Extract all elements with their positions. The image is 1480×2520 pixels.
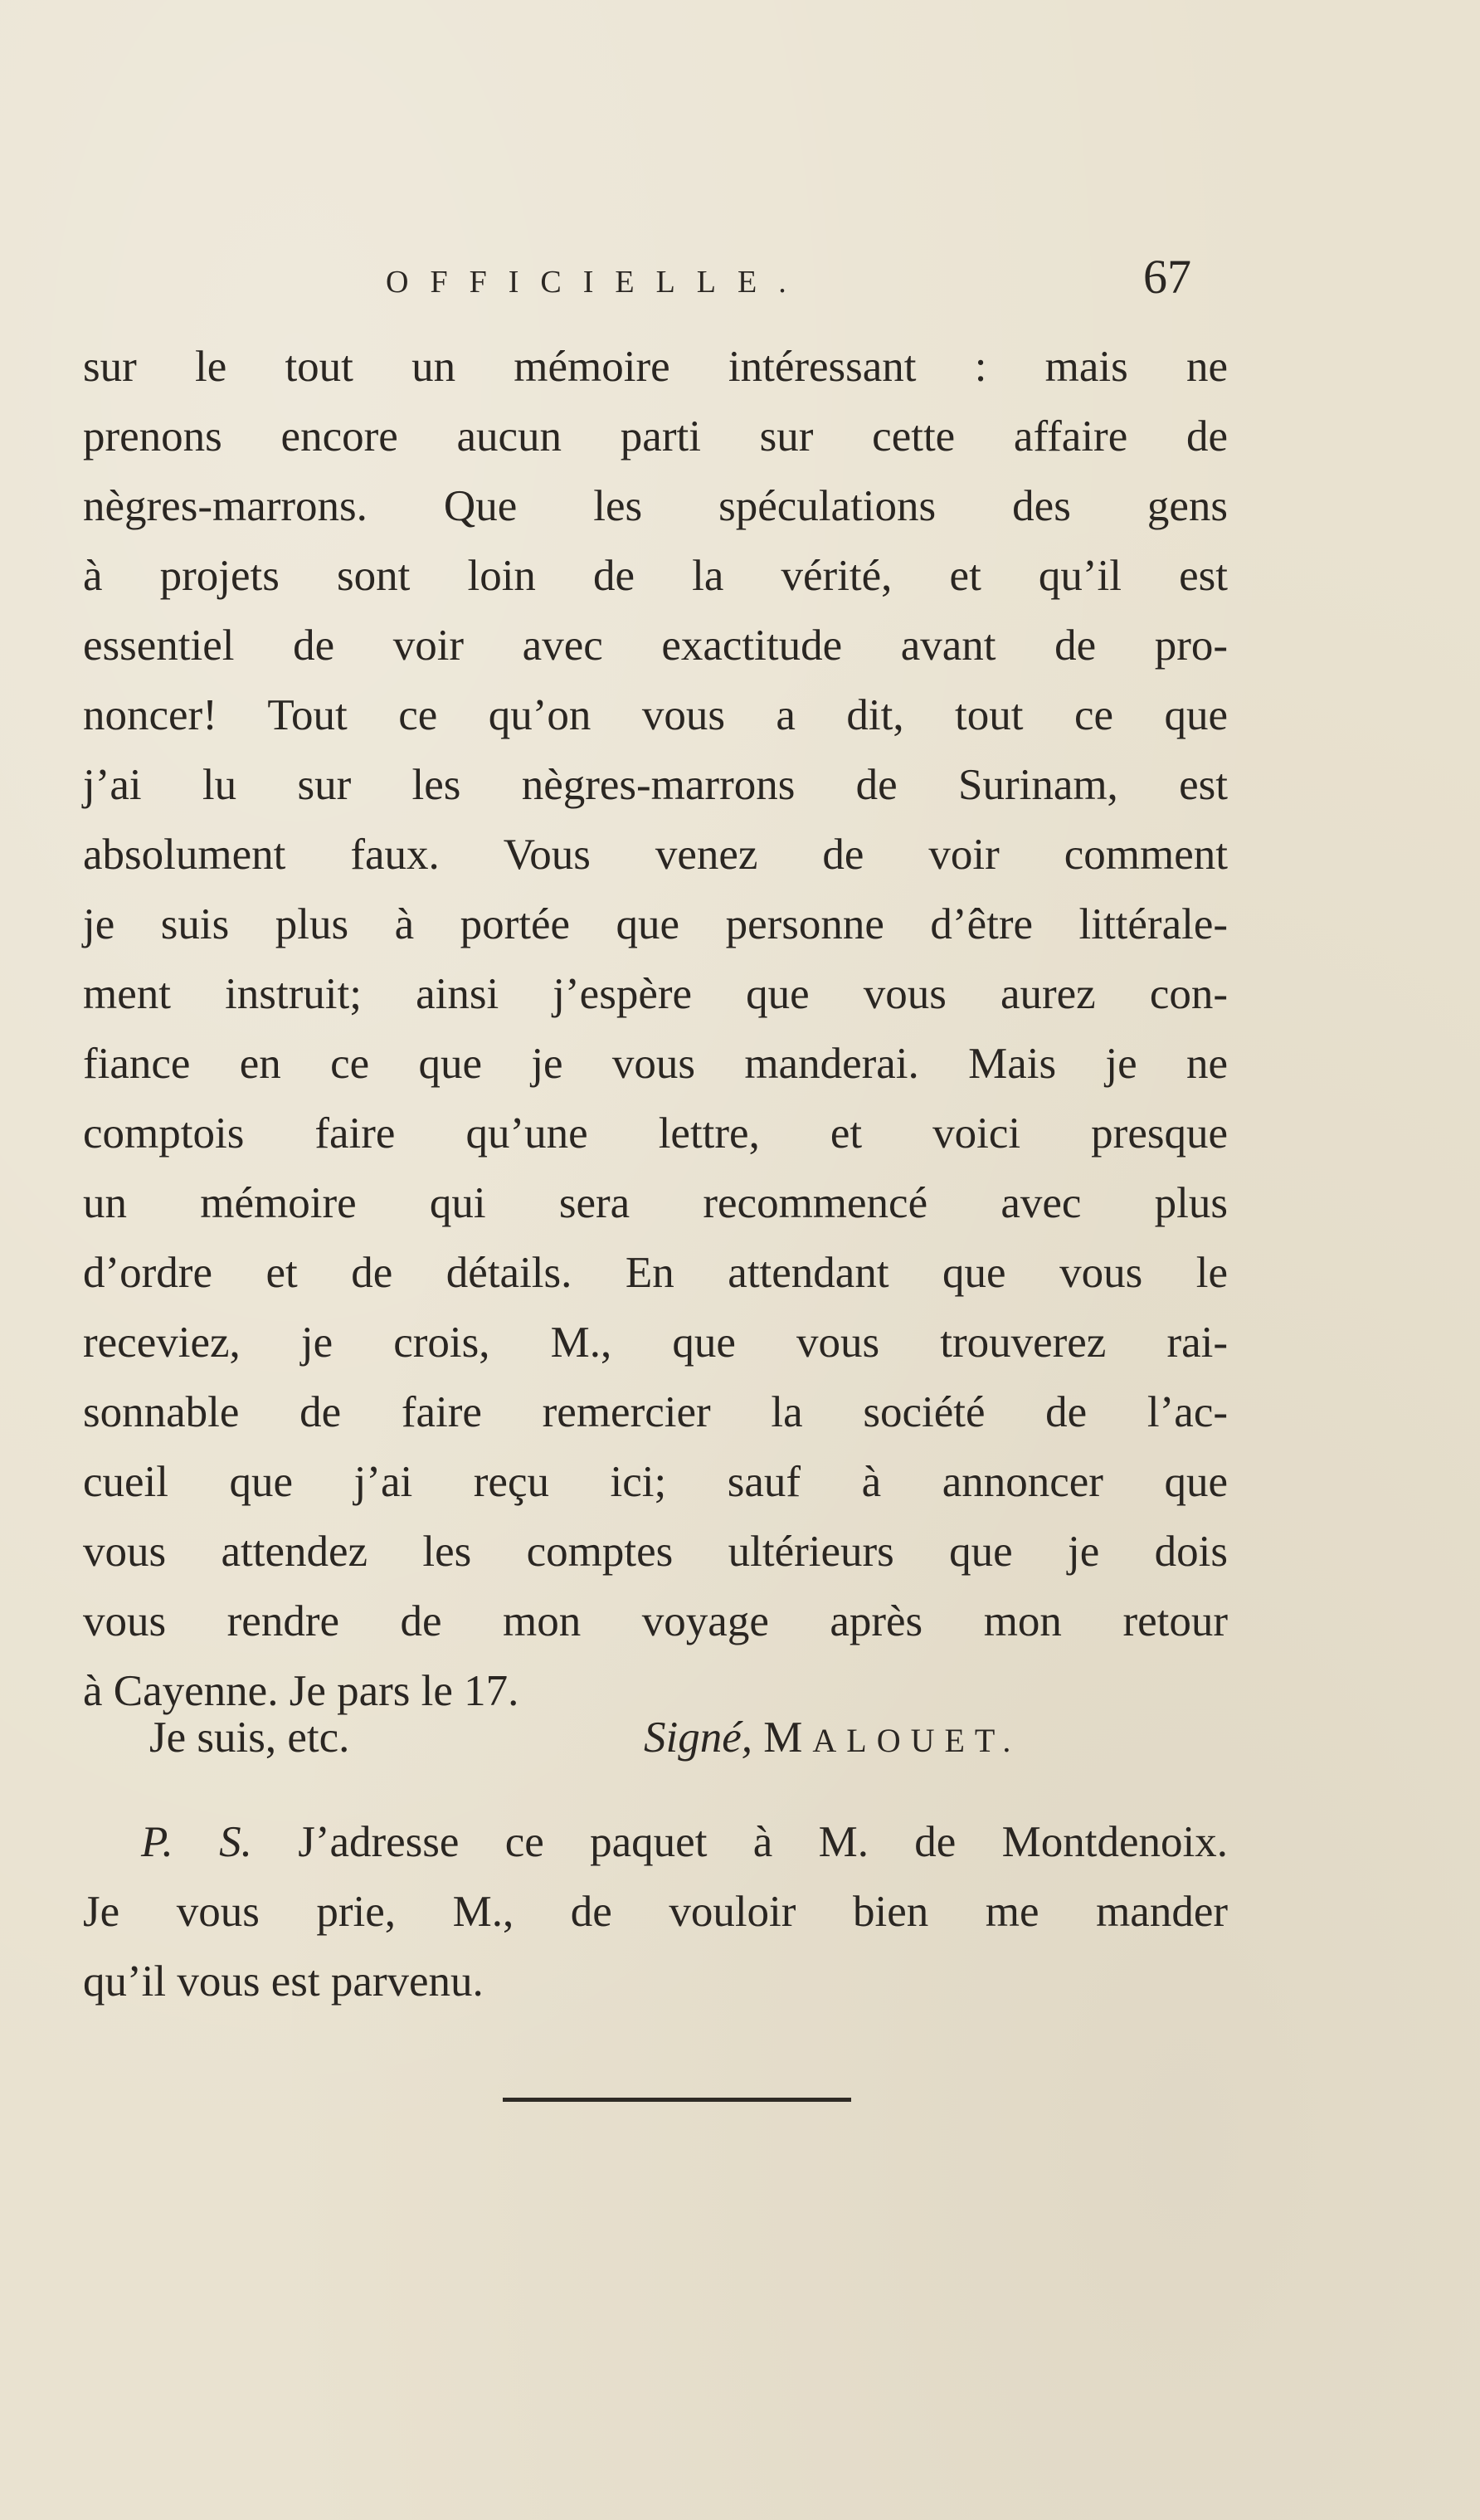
text-line: prenons encore aucun parti sur cette affaire de — [83, 412, 1228, 461]
text-line: noncer! Tout ce qu’on vous a dit, tout ce que — [83, 691, 1228, 739]
postscript-label: P. S. — [141, 1818, 252, 1866]
text-line: un mémoire qui sera recommencé avec plus — [83, 1179, 1228, 1227]
postscript-line: qu’il vous est parvenu. — [83, 1957, 484, 2006]
text-line: j’ai lu sur les nègres-marrons de Surinam, est — [83, 761, 1228, 809]
signature — [644, 1703, 1020, 1776]
closing-formula: Je suis, etc. — [149, 1713, 350, 1762]
text-line: fiance en ce que je vous manderai. Mais je ne — [83, 1040, 1228, 1088]
postscript-text: J’adresse ce paquet à M. de Montdenoix. — [298, 1818, 1229, 1866]
text-line: essentiel de voir avec exactitude avant de pro- — [83, 621, 1228, 670]
page-number: 67 — [1143, 250, 1191, 304]
postscript-first-line — [83, 1807, 1228, 1877]
postscript-line: Je vous prie, M., de vouloir bien me mander — [83, 1888, 1228, 1936]
text-line: comptois faire qu’une lettre, et voici presque — [83, 1109, 1228, 1158]
closing-rule — [503, 2098, 851, 2102]
signatory-initial: M — [763, 1713, 813, 1762]
body-text — [83, 332, 1228, 1726]
signatory-name — [763, 1713, 1021, 1762]
text-line: cueil que j’ai reçu ici; sauf à annoncer que — [83, 1458, 1228, 1506]
text-line: sonnable de faire remercier la société de l’ac- — [83, 1388, 1228, 1436]
signe-label: Signé, — [644, 1713, 752, 1762]
text-line: absolument faux. Vous venez de voir comment — [83, 831, 1228, 879]
text-line: receviez, je crois, M., que vous trouverez rai- — [83, 1318, 1228, 1367]
text-line: ment instruit; ainsi j’espère que vous aurez con- — [83, 970, 1228, 1018]
running-title: OFFICIELLE. — [386, 265, 808, 300]
text-line: à Cayenne. Je pars le 17. — [83, 1667, 519, 1715]
text-line: vous rendre de mon voyage après mon retour — [83, 1597, 1228, 1645]
text-line: nègres-marrons. Que les spéculations des gens — [83, 482, 1228, 530]
text-line: d’ordre et de détails. En attendant que vous le — [83, 1249, 1228, 1297]
signatory-rest: ALOUET. — [812, 1722, 1021, 1759]
text-line: à projets sont loin de la vérité, et qu’il est — [83, 552, 1228, 600]
postscript — [83, 1807, 1228, 2016]
text-line: vous attendez les comptes ultérieurs que je dois — [83, 1528, 1228, 1576]
signature-line — [149, 1703, 1145, 1772]
text-line: sur le tout un mémoire intéressant : mais ne — [83, 343, 1228, 391]
text-line: je suis plus à portée que personne d’être littérale- — [83, 900, 1228, 948]
